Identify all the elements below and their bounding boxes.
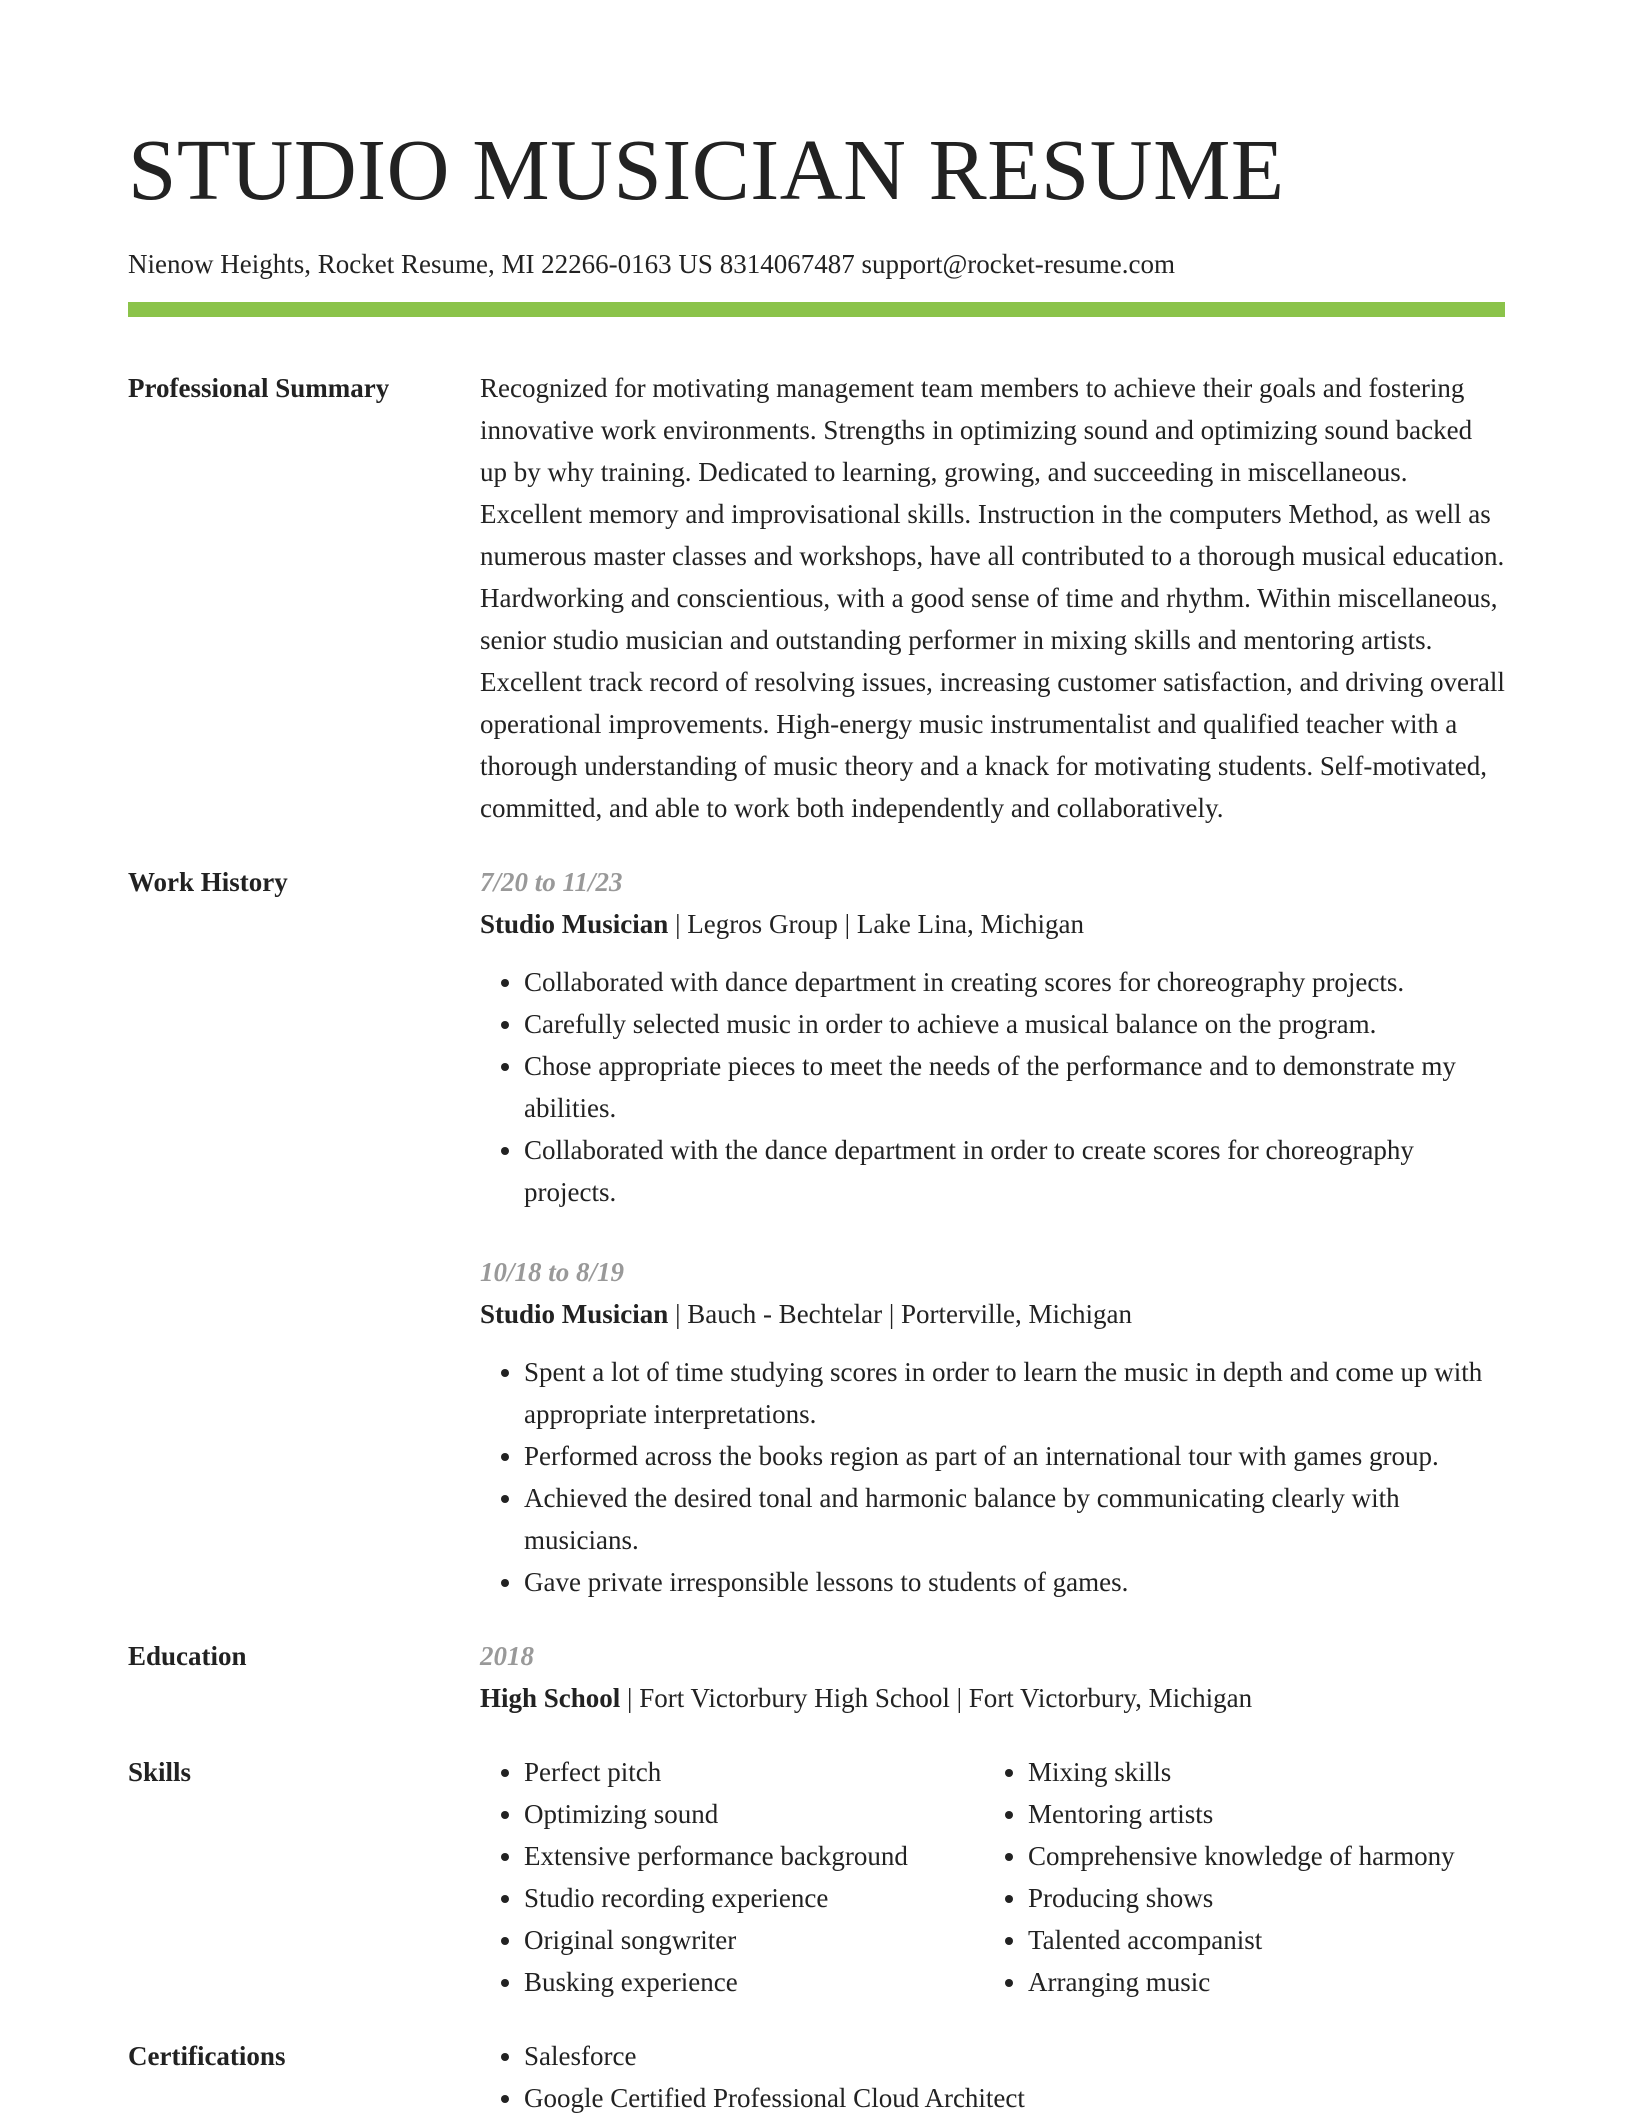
skills-column-2 [984, 1751, 1455, 2003]
education-heading [480, 1677, 1505, 1719]
certifications-list [480, 2035, 1505, 2119]
education-section [128, 1635, 1505, 1719]
list-item: • Spent a lot of time studying scores in order to learn the music in depth and come up with appropriate interpretations. [524, 1351, 1505, 1435]
job-dates: 10/18 to 8/19 [480, 1257, 625, 1287]
job-dates: 7/20 to 11/23 [480, 867, 623, 897]
list-item: • Optimizing sound [524, 1793, 984, 1835]
list-item: • Carefully selected music in order to achieve a musical balance on the program. [524, 1003, 1505, 1045]
skills-body [480, 1751, 1505, 2003]
list-item: • Gave private irresponsible lessons to students of games. [524, 1561, 1505, 1603]
list-item: • Collaborated with dance department in creating scores for choreography projects. [524, 961, 1505, 1003]
certifications-body [480, 2035, 1505, 2119]
job-bullets [480, 1351, 1505, 1603]
list-item: • Collaborated with the dance department in order to create scores for choreography projects. [524, 1129, 1505, 1213]
job-entry [480, 1251, 1505, 1603]
skills-label: Skills [128, 1757, 192, 1787]
list-item: • Performed across the books region as part of an international tour with games group. [524, 1435, 1505, 1477]
job-title: Studio Musician [480, 909, 669, 939]
work-history-label: Work History [128, 867, 288, 897]
summary-section [128, 367, 1505, 829]
job-details: | Legros Group | Lake Lina, Michigan [668, 909, 1085, 939]
education-details: | Fort Victorbury High School | Fort Victorbury, Michigan [620, 1683, 1253, 1713]
skills-column-1 [480, 1751, 984, 2003]
list-item: • Chose appropriate pieces to meet the needs of the performance and to demonstrate my abilities. [524, 1045, 1505, 1129]
list-item: • Salesforce [524, 2035, 1505, 2077]
summary-text: Recognized for motivating management team members to achieve their goals and fostering innovative work environments. Strengths in optimizing sound and optimizing sound backed up by why training. Dedicated to learning, growing, and succeeding in miscellaneous. Excellent memory and improvisational skills. Instruction in the computers Method, as well as numerous master classes and workshops, have all contributed to a thorough musical education. Hardworking and conscientious, with a good sense of time and rhythm. Within miscellaneous, senior studio musician and outstanding performer in mixing skills and mentoring artists. Excellent track record of resolving issues, increasing customer satisfaction, and driving overall operational improvements. High-energy music instrumentalist and qualified teacher with a thorough understanding of music theory and a knack for motivating students. Self-motivated, committed, and able to work both independently and collaboratively. [480, 373, 1505, 823]
certifications-section [128, 2035, 1505, 2119]
list-item: • Achieved the desired tonal and harmonic balance by communicating clearly with musicians. [524, 1477, 1505, 1561]
page-title: STUDIO MUSICIAN RESUME [128, 121, 1285, 218]
list-item: • Google Certified Professional Cloud Architect [524, 2077, 1505, 2119]
summary-label: Professional Summary [128, 373, 390, 403]
job-heading [480, 1293, 1505, 1335]
education-label: Education [128, 1641, 247, 1671]
certifications-label: Certifications [128, 2041, 286, 2071]
list-item: • Comprehensive knowledge of harmony [1028, 1835, 1455, 1877]
list-item: • Arranging music [1028, 1961, 1455, 2003]
job-details: | Bauch - Bechtelar | Porterville, Michigan [668, 1299, 1132, 1329]
resume-page [128, 0, 1505, 2119]
list-item: • Perfect pitch [524, 1751, 984, 1793]
education-year: 2018 [480, 1641, 534, 1671]
work-history-body [480, 861, 1505, 1603]
list-item: • Producing shows [1028, 1877, 1455, 1919]
skills-section [128, 1751, 1505, 2003]
list-item: • Original songwriter [524, 1919, 984, 1961]
education-degree: High School [480, 1683, 621, 1713]
job-bullets [480, 961, 1505, 1213]
accent-divider [128, 302, 1505, 317]
list-item: • Busking experience [524, 1961, 984, 2003]
work-history-section [128, 861, 1505, 1603]
list-item: • Studio recording experience [524, 1877, 984, 1919]
job-entry [480, 861, 1505, 1213]
contact-line: Nienow Heights, Rocket Resume, MI 22266-0163 US 8314067487 support@rocket-resume.com [128, 249, 1175, 279]
job-heading [480, 903, 1505, 945]
education-body [480, 1635, 1505, 1719]
list-item: • Mixing skills [1028, 1751, 1455, 1793]
list-item: • Talented accompanist [1028, 1919, 1455, 1961]
list-item: • Extensive performance background [524, 1835, 984, 1877]
job-title: Studio Musician [480, 1299, 669, 1329]
list-item: • Mentoring artists [1028, 1793, 1455, 1835]
